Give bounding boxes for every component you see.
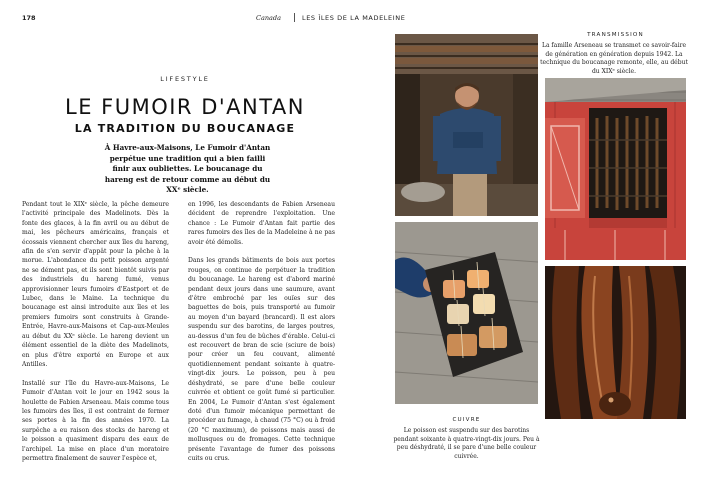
page-number: 178 — [22, 14, 36, 22]
photo-smokehouse-building — [545, 78, 686, 260]
caption-title-cuivre: CUIVRE — [452, 417, 481, 423]
caption-title-transmission: TRANSMISSION — [587, 32, 644, 38]
photo-smoked-fish-platter — [395, 222, 538, 404]
body-paragraph: Pendant tout le XIXᵉ siècle, la pêche demeure l'activité principale des Madelinots. Dès la fonte des glaces, à la fin avril ou au début de mai, les pêcheurs américains, français et écossais viennent chercher aux îles du hareng, afin de s'en servir d'appât pour la pêche à la morue. L'abondance du petit poisson argenté ne se dément pas, et ils sont bientôt suivis par des industriels du hareng fumé, venus approvisionner leurs fumoirs d'Eastport et de Lubec, dans le Maine. La technique du boucanage est ainsi introduite aux îles et les premiers fumoirs sont construits à Grande-Entrée, Havre-aux-Maisons et Cap-aux-Meules au début du XXᵉ siècle. Le hareng devient un élément essentiel de la diète des Madelinots, en plus d'être exporté en Europe et aux Antilles. — [22, 201, 169, 368]
article-subtitle: LA TRADITION DU BOUCANAGE — [74, 122, 296, 135]
article-title: LE FUMOIR D'ANTAN — [65, 95, 305, 119]
body-column-2 — [188, 200, 335, 473]
running-head-country: Canada — [256, 14, 281, 22]
running-head-section: LES ÎLES DE LA MADELEINE — [302, 14, 406, 22]
caption-text-transmission: La famille Arseneau se transmet ce savoir-faire de génération en génération depuis 1942. La technique du boucanage remonte, elle, au début du XIXᵉ siècle. — [540, 42, 688, 75]
body-paragraph: en 1996, les descendants de Fabien Arseneau décident de reprendre l'exploitation. Une chance : Le Fumoir d'Antan fait partie des rares fumoirs des îles de la Madeleine à ne pas avoir été démolis. — [188, 201, 335, 246]
running-head-divider — [294, 13, 295, 22]
article-lead: À Havre-aux-Maisons, Le Fumoir d'Antan perpétue une tradition qui a bien failli finir aux oubliettes. Le boucanage du hareng est de retour comme au début du XXᵉ siècle. — [104, 143, 271, 195]
body-paragraph: Installé sur l'île du Havre-aux-Maisons, Le Fumoir d'Antan voit le jour en 1942 sous la houlette de Fabien Arseneau. Mais comme tous les fumoirs des îles, il est contraint de fermer ses portes à la fin des années 1970. La surpêche a eu raison des stocks de hareng et le poisson a quasiment disparu des eaux de l'archipel. La mise en place d'un moratoire permettra finalement de sauver l'espèce et, — [22, 379, 169, 462]
article-kicker: LIFESTYLE — [160, 75, 210, 83]
body-column-1 — [22, 200, 169, 473]
photo-hanging-herring — [545, 266, 686, 419]
caption-text-cuivre: Le poisson est suspendu sur des barotins pendant soixante à quatre-vingt-dix jours. Peu à peu déshydraté, il se pare d'une belle couleur cuivrée. — [393, 427, 540, 460]
photo-smokehouse-owner — [395, 34, 538, 216]
body-paragraph: Dans les grands bâtiments de bois aux portes rouges, on continue de perpétuer la tradition du boucanage. Le hareng est d'abord mariné pendant deux jours dans une saumure, avant d'être embroché par les ouïes sur des baguettes de bois, puis transporté au fumoir au moyen d'un bayard (brancard). Il est alors suspendu sur des barotins, de larges poutres, au-dessus d'un feu de bûches d'érable. Celui-ci est recouvert de bran de scie (sciure de bois) pour créer un feu couvant, alimenté quotidiennement pendant soixante à quatre-vingt-dix jours. Le poisson, peu à peu déshydraté, se pare d'une belle couleur cuivrée et obtient ce goût fumé si particulier. En 2004, Le Fumoir d'Antan s'est également doté d'un fumoir mécanique permettant de procéder au fumage, à chaud (75 °C) ou à froid (20 °C maximum), de poissons mais aussi de mollusques ou de fromages. Cette technique présente l'avantage de fumer des poissons cuits ou crus. — [188, 257, 335, 462]
